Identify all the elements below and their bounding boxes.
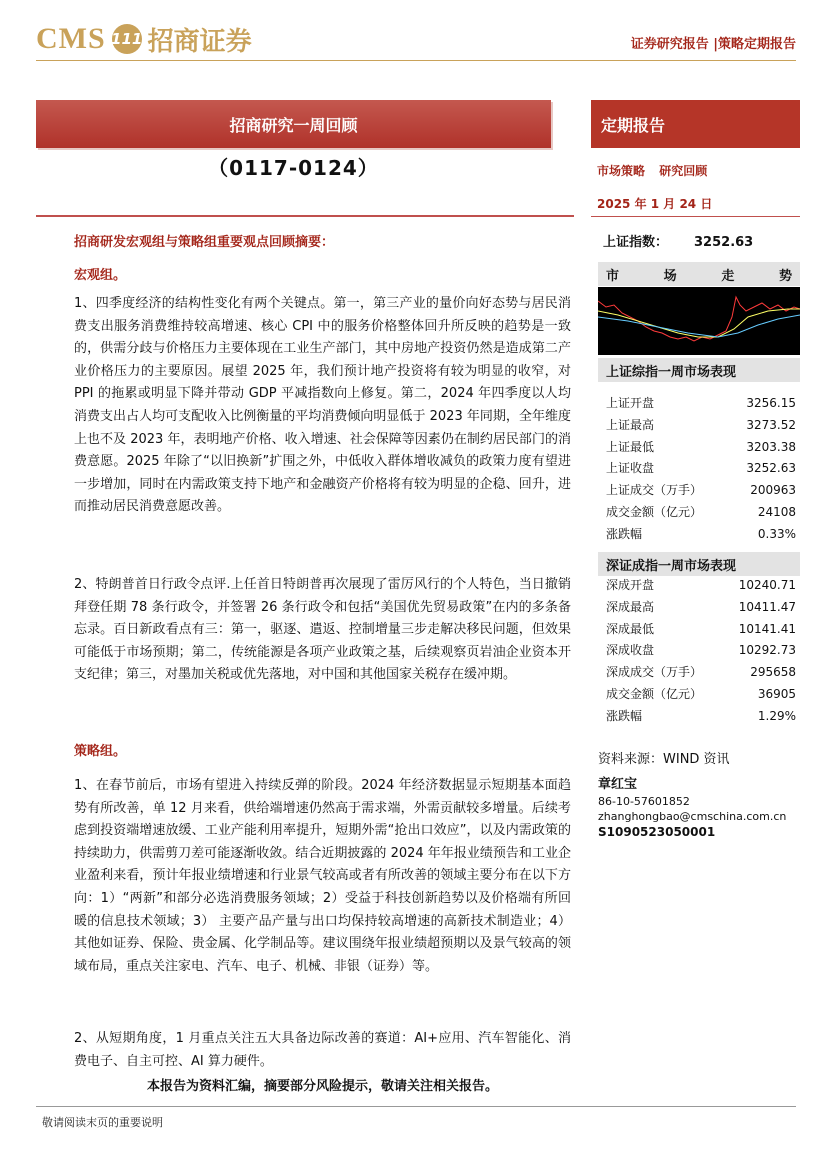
report-date-range: （0117-0124） [208, 156, 379, 180]
row-value: 3256.15 [746, 396, 796, 410]
sh-table-header [598, 358, 800, 382]
trend-char: 市 [606, 268, 620, 284]
analyst-phone: 86-10-57601852 [598, 795, 690, 808]
trend-chart-svg [598, 287, 800, 355]
row-label: 涨跌幅 [606, 708, 643, 723]
table-row [598, 619, 800, 641]
report-type-banner [591, 100, 800, 148]
sh-market-table [598, 393, 800, 546]
analyst-certificate: S1090523050001 [598, 825, 716, 839]
row-value: 0.33% [757, 526, 796, 541]
trend-char: 场 [663, 268, 677, 284]
row-value: 24108 [757, 504, 796, 519]
row-label: 深成收盘 [606, 643, 655, 658]
data-source: 资料来源：WIND 资讯 [598, 752, 730, 767]
summary-title: 招商研发宏观组与策略组重要观点回顾摘要： [74, 235, 335, 250]
logo-text: CMS [36, 22, 106, 55]
row-value: 295658 [750, 665, 796, 680]
row-label: 上证成交（万手） [606, 483, 703, 498]
market-trend-chart [598, 287, 800, 355]
row-label: 上证最高 [606, 417, 655, 432]
analyst-email[interactable]: zhanghongbao@cmschina.com.cn [598, 810, 787, 823]
sh-table-title: 上证综指一周市场表现 [606, 364, 737, 380]
index-label: 上证指数： [603, 235, 669, 250]
sz-table-header [598, 552, 800, 576]
market-trend-header [598, 262, 800, 286]
analyst-name: 章红宝 [598, 777, 638, 792]
row-value: 36905 [757, 686, 796, 701]
report-tag: 市场策略 [597, 164, 646, 178]
header-divider [36, 60, 796, 61]
row-label: 上证收盘 [606, 461, 655, 476]
trend-char: 势 [778, 268, 792, 284]
macro-section-title: 宏观组。 [74, 268, 127, 283]
table-row [598, 524, 800, 546]
row-label: 成交金额（亿元） [606, 504, 703, 519]
row-label: 深成开盘 [606, 578, 655, 592]
sidebar-divider [591, 216, 800, 217]
row-label: 涨跌幅 [606, 526, 643, 541]
title-divider [36, 215, 574, 217]
strategy-section-title: 策略组。 [74, 744, 127, 759]
table-row [598, 437, 800, 459]
table-row [598, 502, 800, 524]
table-row [598, 458, 800, 480]
row-label: 深成最低 [606, 621, 655, 636]
row-value: 10240.71 [738, 578, 796, 592]
footer-notice: 敬请阅读末页的重要说明 [42, 1116, 163, 1129]
macro-paragraph-1: 1、四季度经济的结构性变化有两个关键点。第一，第三产业的量价向好态势与居民消费支出服务消费维持较高增速、核心 CPI 中的服务价格整体回升所反映的趋势是一致的，供需分歧与价格压力主要体现在工业生产部门，其中房地产投资仍然是造成第二产业价格压力的主要原因。展望 2025 年，我们预计地产投资将有较为明显的收窄，对 PPI 的拖累或明显下降并带动 GDP 平减指数向上修复。第二，2024 年四季度以人均消费支出占人均可支配收入比例衡量的平均消费倾向明显低于 2023 年同期，全年维度上也不及 2023 年，表明地产价格、收入增速、社会保障等因素仍在制约居民部门的消费意愿。2025 年除了“以旧换新”扩围之外，中低收入群体增收减负的政策力度有望进一步增加，同时在内需政策支持下地产和金融资产价格将有较为明显的企稳、回升，进而推动居民消费意愿改善。 [74, 296, 571, 515]
table-row [598, 393, 800, 415]
ma-line [598, 309, 800, 337]
macro-paragraph-2: 2、特朗普首日行政令点评.上任首日特朗普再次展现了雷厉风行的个人特色，当日撤销拜登任期 78 条行政令，并签署 26 条行政令和包括“美国优先贸易政策”在内的多条备忘录。百日新政看点有三：第一，驱逐、遣返、控制增量三步走解决移民问题，但效果可能低于市场预期；第二，传统能源是各项产业政策之基，后续观察页岩油企业资本开支纪律；第三，对墨加关税或优先落地，对中国和其他国家关税存在缓冲期。 [74, 577, 571, 683]
row-value: 10292.73 [738, 643, 796, 658]
logo-mark-icon: 111 [112, 24, 142, 54]
report-tags [597, 162, 717, 179]
table-row [598, 640, 800, 662]
cms-logo [36, 22, 252, 56]
footer-divider [36, 1106, 796, 1107]
table-row [598, 684, 800, 706]
table-row [598, 706, 800, 728]
row-value: 3203.38 [746, 439, 796, 454]
index-summary [603, 231, 753, 250]
strategy-paragraph-1: 1、在春节前后，市场有望进入持续反弹的阶段。2024 年经济数据显示短期基本面趋势有所改善，单 12 月来看，供给端增速仍然高于需求端，外需贡献较多增量。后续考虑到投资端增速放缓、工业产能利用率提升，短期外需“抢出口效应”，以及内需政策的持续助力，供需剪刀差可能逐渐收敛。结合近期披露的 2024 年年报业绩预告和工业企业盈利来看，预计年报业绩增速和行业景气较高或者有所改善的领域主要分布在以下方向：1）“两新”和部分必选消费服务领域；2）受益于科技创新趋势以及价格端有所回暖的信息技术领域；3） 主要产品产量与出口均保持较高增速的高新技术制造业；4）其他如证券、保险、贵金属、化学制品等。建议围绕年报业绩超预期以及景气较高的领域布局，重点关注家电、汽车、电子、机械、非银（证券）等。 [74, 778, 571, 974]
report-date: 2025 年 1 月 24 日 [597, 197, 713, 211]
table-row [598, 597, 800, 619]
table-row [598, 662, 800, 684]
report-title: 招商研究一周回顾 [229, 115, 358, 135]
logo-chinese-name: 招商证券 [147, 26, 252, 57]
row-label: 深成成交（万手） [606, 665, 703, 680]
table-row [598, 415, 800, 437]
report-tag: 研究回顾 [659, 164, 708, 178]
row-value: 10411.47 [738, 599, 796, 614]
sz-table-title: 深证成指一周市场表现 [606, 558, 737, 574]
trend-char: 走 [721, 268, 735, 284]
report-category: 证券研究报告 |策略定期报告 [630, 37, 796, 52]
row-label: 成交金额（亿元） [606, 686, 703, 701]
sz-market-table [598, 575, 800, 728]
row-label: 上证最低 [606, 439, 655, 454]
row-value: 3273.52 [746, 417, 796, 432]
report-type: 定期报告 [601, 115, 666, 135]
table-row [598, 480, 800, 502]
strategy-paragraph-2: 2、从短期角度，1 月重点关注五大具备边际改善的赛道：AI+应用、汽车智能化、消费电子、自主可控、AI 算力硬件。 [74, 1031, 571, 1069]
report-title-bar [36, 100, 551, 148]
risk-note: 本报告为资料汇编，摘要部分风险提示，敬请关注相关报告。 [146, 1079, 498, 1094]
row-value: 200963 [750, 483, 796, 498]
index-value: 3252.63 [694, 235, 754, 250]
row-label: 深成最高 [606, 599, 655, 614]
table-row [598, 575, 800, 597]
row-label: 上证开盘 [606, 396, 655, 410]
row-value: 10141.41 [738, 621, 796, 636]
row-value: 1.29% [757, 708, 796, 723]
row-value: 3252.63 [746, 461, 796, 476]
